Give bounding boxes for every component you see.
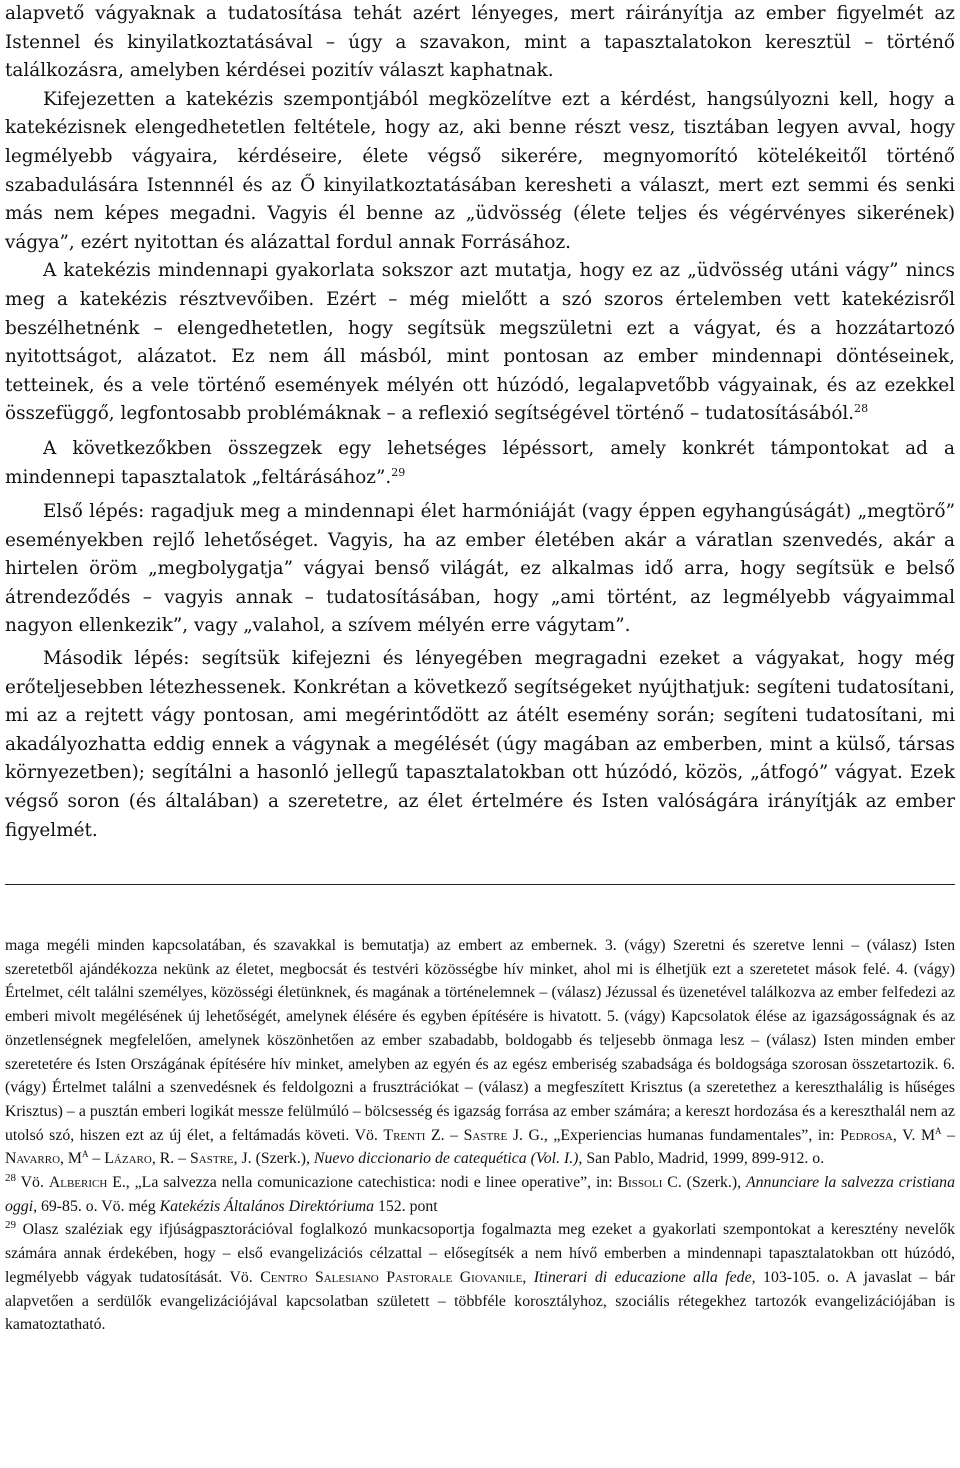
footnote-text: 103-105. o. A javaslat – bár alapvetően a serdülők evangelizációjával kapcsolatban született – többféle korosztályhoz, szociális rétegekhez tartozók evangelizációjában is kamatoztatható. — [5, 1268, 956, 1334]
footnote-29 — [5, 1218, 955, 1337]
footnote-text: Vö. — [16, 1174, 49, 1192]
footnote-text: , — [522, 1268, 534, 1286]
superscript: A — [81, 1149, 89, 1160]
footnote-text: , V. M — [892, 1126, 936, 1144]
author-name: Sastre — [463, 1126, 508, 1144]
footnote-text: C. (Szerk.), — [662, 1174, 746, 1192]
footnotes — [5, 934, 955, 1337]
footnote-ref-28[interactable]: 28 — [854, 402, 869, 416]
footnote-text: Olasz szaléziak egy ifjúságpasztorációval foglalkozó munkacsoportja fogalmazta meg ezeket a gyakorlati szempontokat a keresztény nevelők számára annak érdekében, hogy – első evangelizációs célzattal – elősegítsék a nem hívő emberben a mindennapi tapasztalatokban ott húzódó, legmélyebb vágyak tudatosítását. Vö. — [5, 1221, 955, 1286]
footnote-text: maga megéli minden kapcsolatában, és szavakkal is bemutatja) az embert az embernek. 3. (vágy) Szeretni és szeretve lenni – (válasz) Isten szeretetből ajándékozza nekünk az életet, megbocsát és testvéri közösségbe hív minket, ahol mi is élhetjük ezt a szeretetet mások felé. 4. (vágy) Értelmet, célt találni személyes, közösségi életünknek, és magának a történelemnek – (válasz) Jézussal és üzenetével találkozva az ember felfedezi az emberi mivolt megélésének új lehetőségét, amelynek élésére és egyben építésére is hivatott. 5. (vágy) Kapcsolatok élése az igazságosságnak és az önzetlenségnek megfelelően, amelynek köszönhetően az ember szabadabb, boldogabb és teljesebb önmaga lesz – (válasz) Isten minden ember szeretetére és Isten Országának építésére hív minket, amelyben az egyén és az egész emberiség szabadsága és boldogsága szorosan összetartozik. 6. (vágy) Értelmet találni a szenvedésnek és feldolgozni a frusztrációkat – (válasz) a megfeszített Krisztus (a szeretethez a kereszthalálig is hűséges Krisztus) – a pusztán emberi logikát messze felülmúló – bölcsesség és igazság forrása az ember számára; a kereszt hordozása és a kereszthalál nem az utolsó szó, hiszen ezt az új élet, a feltámadás követi. Vö. — [5, 937, 955, 1144]
document-page — [5, 0, 956, 1334]
main-text — [5, 0, 955, 845]
superscript: A — [935, 1125, 942, 1136]
footnote-text: J. G., „Experiencias humanas fundamentales”, in: — [507, 1126, 841, 1144]
footnote-text: Z. – — [425, 1126, 464, 1144]
footnote-ref-29[interactable]: 29 — [391, 465, 406, 479]
paragraph-6: Második lépés: segítsük kifejezni és lényegében megragadni ezeket a vágyakat, hogy még erőteljesebben létezhessenek. Konkrétan a következő segítségeket nyújthatjuk: segíteni tudatosítani, mi az a rejtett vágy pontosan, ami megérintődött az átélt esemény során; segíteni tudatosítani, mi akadályozhatta eddig ennek a vágynak a megélését (úgy magában az emberben, mint a külső, társas környezetben); segítálni a hasonló jellegű tapasztalatokban ott húzódó, közös, „átfogó” vágyat. Ezek végső soron (és általában) a szeretetre, az élet értelmére és Isten valóságára irányítják az ember figyelmét. — [5, 648, 955, 841]
paragraph-1: alapvető vágyaknak a tudatosítása tehát azért lényeges, mert ráirányítja az ember figyelmét az Istennel és kinyilatkoztatásával – úgy a szavakon, mint a tapasztalatokon keresztül – történő találkozásra, amelyben kérdései pozitív választ kaphatnak. — [5, 3, 955, 82]
footnote-number: 29 — [5, 1219, 16, 1232]
book-title: Annunciare la salvezza cristiana oggi, — [5, 1174, 955, 1215]
author-name: Trenti — [383, 1126, 426, 1144]
footnote-28 — [5, 1171, 955, 1218]
footnote-text: – — [941, 1126, 955, 1144]
book-title: Katekézis Általános Direktóriuma — [159, 1197, 375, 1215]
footnote-text: , R. – — [151, 1150, 191, 1168]
footnote-separator — [5, 884, 955, 885]
author-name: Sastre — [190, 1150, 234, 1168]
footnote-text: – — [88, 1150, 105, 1168]
footnote-text: , J. (Szerk.), — [233, 1150, 314, 1168]
footnote-text: 152. pont — [374, 1197, 438, 1215]
book-title: Itinerari di educazione alla fede, — [533, 1268, 756, 1286]
paragraph-4 — [5, 435, 955, 492]
footnote-text: San Pablo, Madrid, 1999, 899-912. o. — [582, 1150, 825, 1168]
paragraph-3 — [5, 257, 955, 429]
organization-name: Centro Salesiano Pastorale Giovanile — [260, 1268, 523, 1286]
author-name: Alberich — [48, 1174, 108, 1192]
author-name: Navarro — [5, 1150, 61, 1168]
author-name: Lázaro — [104, 1150, 152, 1168]
footnote-continuation — [5, 934, 955, 1171]
author-name: Bissoli — [617, 1174, 663, 1192]
author-name: Pedrosa — [840, 1126, 893, 1144]
footnote-number: 28 — [5, 1172, 16, 1185]
paragraph-5: Első lépés: ragadjuk meg a mindennapi élet harmóniáját (vagy éppen egyhangúságát) „megtörő” eseményekben rejlő lehetőséget. Vagyis, ha az ember életében akár a váratlan szenvedés, akár a hirtelen öröm „megbolygatja” vágyai benső világát, ez alkalmas idő arra, hogy segítsük e belső átrendeződés – vagyis annak – tudatosításában, hogy „ami történt, az legmélyebb vágyaimmal nagyon ellenkezik”, vagy „valahol, a szívem mélyén erre vágytam”. — [5, 501, 955, 637]
paragraph-3-text: A katekézis mindennapi gyakorlata sokszor azt mutatja, hogy ez az „üdvösség utáni vágy” nincs meg a katekézis résztvevőiben. Ezért – még mielőtt a szó szoros értelemben vett katekézisről beszélhetnénk – elengedhetetlen, hogy segítsük megszületni ezt a vágyat, és a hozzátartozó nyitottságot, alázatot. Ez nem áll másból, mint pontosan az ember mindennapi döntéseinek, tetteinek, és a vele történő események mélyén ott húzódó, legalapvetőbb vágyainak, és az ezekkel összefüggő, legfontosabb problémáknak – a reflexió segítségével történő – tudatosításából. — [5, 260, 955, 425]
paragraph-2: Kifejezetten a katekézis szempontjából megközelítve ezt a kérdést, hangsúlyozni kell, hogy a katekézisnek elengedhetetlen feltétele, hogy az, aki benne részt vesz, tisztában legyen avval, hogy legmélyebb vágyaira, kérdéseire, élete végső sikerére, megnyomorító kötelékeitől történő szabadulására Istennnél és az Ő kinyilatkoztatásában keresheti a választ, mert ezt semmi és senki más nem képes megadni. Vagyis él benne az „üdvösség (élete teljes és végérvényes sikerének) vágya”, ezért nyitottan és alázattal fordul annak Forrásához. — [5, 88, 955, 253]
footnote-text: E., „La salvezza nella comunicazione catechistica: nodi e linee operative”, in: — [107, 1174, 618, 1192]
footnote-text: , M — [60, 1150, 82, 1168]
paragraph-4-text: A következőkben összegzek egy lehetséges lépéssort, amely konkrét támpontokat ad a mindennepi tapasztalatok „feltárásához”. — [5, 437, 955, 488]
footnote-text: 69-85. o. Vö. még — [37, 1197, 160, 1215]
book-title: Nuevo diccionario de catequética (Vol. I.), — [313, 1150, 583, 1168]
